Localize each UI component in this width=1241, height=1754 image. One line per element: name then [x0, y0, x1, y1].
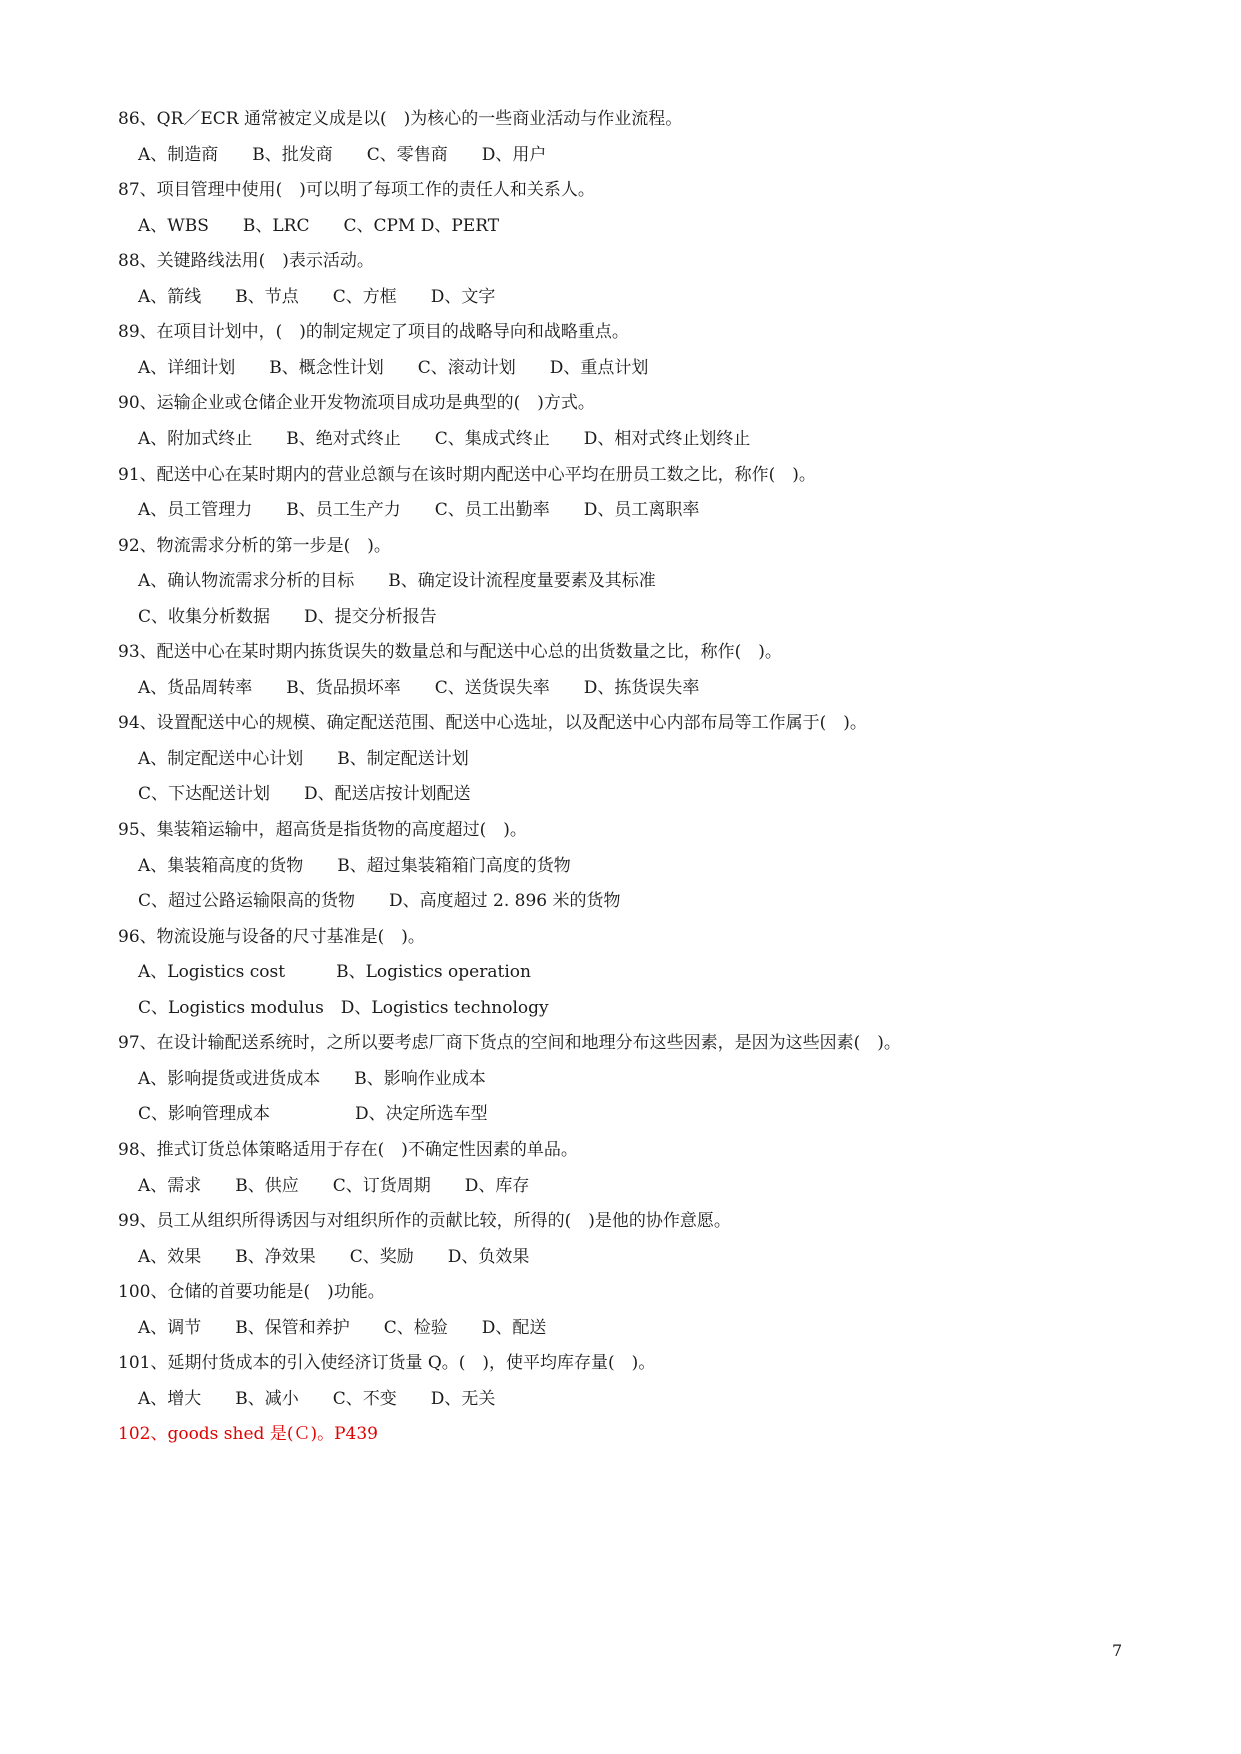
answer-options: A、货品周转率 B、货品损坏率 C、送货误失率 D、拣货误失率: [138, 678, 700, 698]
answer-options: C、Logistics modulus D、Logistics technology: [138, 998, 549, 1018]
answer-options: A、WBS B、LRC C、CPM D、PERT: [138, 216, 500, 236]
answer-options: A、Logistics cost B、Logistics operation: [138, 962, 531, 982]
question-text: 88、关键路线法用( )表示活动。: [118, 251, 374, 271]
answer-options: A、确认物流需求分析的目标 B、确定设计流程度量要素及其标准: [138, 571, 656, 591]
question-text: 100、仓储的首要功能是( )功能。: [118, 1282, 385, 1302]
question-highlighted: 102、goods shed 是(Ｃ)。P439: [118, 1424, 378, 1444]
answer-options: A、箭线 B、节点 C、方框 D、文字: [138, 287, 496, 307]
answer-options: A、制造商 B、批发商 C、零售商 D、用户: [138, 145, 547, 165]
answer-options: C、超过公路运输限高的货物 D、高度超过 2. 896 米的货物: [138, 891, 621, 911]
answer-options: A、员工管理力 B、员工生产力 C、员工出勤率 D、员工离职率: [138, 500, 700, 520]
question-text: 90、运输企业或仓储企业开发物流项目成功是典型的( )方式。: [118, 393, 595, 413]
answer-options: A、集装箱高度的货物 B、超过集装箱箱门高度的货物: [138, 856, 571, 876]
question-text: 91、配送中心在某时期内的营业总额与在该时期内配送中心平均在册员工数之比，称作( )。: [118, 465, 816, 485]
answer-options: C、收集分析数据 D、提交分析报告: [138, 607, 437, 627]
question-text: 89、在项目计划中，( )的制定规定了项目的战略导向和战略重点。: [118, 322, 629, 342]
answer-options: C、下达配送计划 D、配送店按计划配送: [138, 784, 471, 804]
answer-options: A、附加式终止 B、绝对式终止 C、集成式终止 D、相对式终止划终止: [138, 429, 751, 449]
question-text: 92、物流需求分析的第一步是( )。: [118, 536, 391, 556]
page-number: 7: [1112, 1641, 1123, 1660]
question-text: 93、配送中心在某时期内拣货误失的数量总和与配送中心总的出货数量之比，称作( )。: [118, 642, 782, 662]
question-text: 96、物流设施与设备的尺寸基准是( )。: [118, 927, 425, 947]
answer-options: A、需求 B、供应 C、订货周期 D、库存: [138, 1176, 530, 1196]
answer-options: C、影响管理成本 D、决定所选车型: [138, 1104, 488, 1124]
answer-options: A、详细计划 B、概念性计划 C、滚动计划 D、重点计划: [138, 358, 649, 378]
answer-options: A、影响提货或进货成本 B、影响作业成本: [138, 1069, 486, 1089]
answer-options: A、效果 B、净效果 C、奖励 D、负效果: [138, 1247, 530, 1267]
question-text: 94、设置配送中心的规模、确定配送范围、配送中心选址，以及配送中心内部布局等工作属于( )。: [118, 713, 867, 733]
answer-options: A、增大 B、减小 C、不变 D、无关: [138, 1389, 496, 1409]
question-text: 87、项目管理中使用( )可以明了每项工作的责任人和关系人。: [118, 180, 595, 200]
question-text: 98、推式订货总体策略适用于存在( )不确定性因素的单品。: [118, 1140, 578, 1160]
question-text: 99、员工从组织所得诱因与对组织所作的贡献比较，所得的( )是他的协作意愿。: [118, 1211, 731, 1231]
question-text: 101、延期付货成本的引入使经济订货量 Q。( )，使平均库存量( )。: [118, 1353, 656, 1373]
question-text: 86、QR／ECR 通常被定义成是以( )为核心的一些商业活动与作业流程。: [118, 109, 683, 129]
question-text: 97、在设计输配送系统时，之所以要考虑厂商下货点的空间和地理分布这些因素，是因为这些因素( )。: [118, 1033, 901, 1053]
answer-options: A、制定配送中心计划 B、制定配送计划: [138, 749, 469, 769]
answer-options: A、调节 B、保管和养护 C、检验 D、配送: [138, 1318, 547, 1338]
question-text: 95、集装箱运输中，超高货是指货物的高度超过( )。: [118, 820, 527, 840]
